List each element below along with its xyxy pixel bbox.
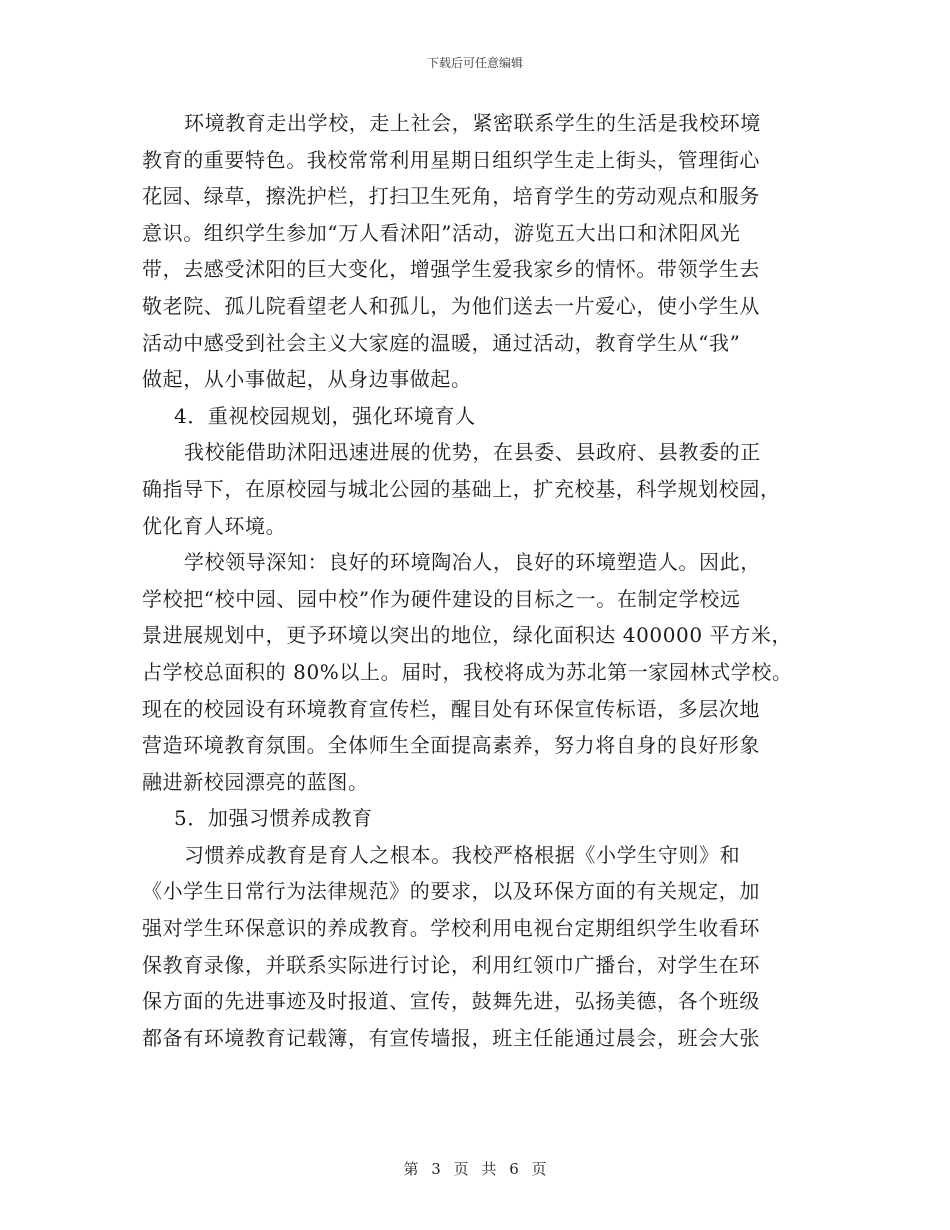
text-line: 现在的校园设有环境教育宣传栏，醒目处有环保宣传标语，多层次地: [142, 696, 760, 721]
text-line: 《小学生日常行为法律规范》的要求，以及环保方面的有关规定，加: [142, 879, 760, 904]
text-line: 确指导下，在原校园与城北公园的基础上，扩充校基，科学规划校园，: [142, 476, 781, 501]
total-page-number: 6: [509, 1160, 519, 1178]
text-line: 保方面的先进事迹及时报道、宣传，鼓舞先进，弘扬美德，各个班级: [142, 989, 760, 1014]
text-line: 优化育人环境。: [142, 513, 287, 538]
document-body: [142, 105, 812, 1056]
text-line: 敬老院、孤儿院看望老人和孤儿，为他们送去一片爱心，使小学生从: [142, 293, 760, 318]
text-line: 活动中感受到社会主义大家庭的温暖，通过活动，教育学生从“我”: [142, 330, 741, 355]
text-line: 学校把“校中园、园中校”作为硬件建设的目标之一。在制定学校远: [142, 586, 741, 611]
paragraph: [142, 434, 812, 544]
paragraph: [142, 105, 812, 398]
paragraph: [142, 837, 812, 1057]
text-line: 意识。组织学生参加“万人看沭阳”活动，游览五大出口和沭阳风光: [142, 220, 741, 245]
text-line: 做起，从小事做起，从身边事做起。: [142, 367, 472, 392]
section-heading: 4．重视校园规划，强化环境育人: [174, 403, 476, 428]
text-line: 教育的重要特色。我校常常利用星期日组织学生走上街头，管理街心: [142, 147, 760, 172]
text-line: 花园、绿草，擦洗护栏，打扫卫生死角，培育学生的劳动观点和服务: [142, 184, 760, 209]
page-header: 下载后可任意编辑: [426, 56, 523, 70]
paragraph: [142, 544, 812, 800]
footer-word-gong: 共: [481, 1160, 497, 1178]
footer-word-ye-2: 页: [531, 1160, 547, 1178]
text-line: 学校领导深知：良好的环境陶冶人，良好的环境塑造人。因此，: [184, 550, 761, 575]
text-line: 环境教育走出学校，走上社会，紧密联系学生的生活是我校环境: [184, 111, 761, 135]
text-line: 我校能借助沭阳迅速进展的优势，在县委、县政府、县教委的正: [184, 440, 761, 465]
text-line: 营造环境教育氛围。全体师生全面提高素养，努力将自身的良好形象: [142, 733, 760, 758]
section-heading: 5．加强习惯养成教育: [174, 806, 373, 831]
text-line: 景进展规划中，更予环境以突出的地位，绿化面积达 400000 平方米，: [142, 623, 793, 648]
footer-word-di: 第: [403, 1160, 419, 1178]
text-line: 强对学生环保意识的养成教育。学校利用电视台定期组织学生收看环: [142, 916, 760, 941]
page-footer: [0, 1158, 950, 1179]
text-line: 融进新校园漂亮的蓝图。: [142, 769, 369, 794]
footer-word-ye: 页: [453, 1160, 469, 1178]
text-line: 占学校总面积的 80%以上。届时，我校将成为苏北第一家园林式学校。: [142, 659, 793, 684]
text-line: 保教育录像，并联系实际进行讨论，利用红领巾广播台，对学生在环: [142, 952, 760, 977]
text-line: 带，去感受沭阳的巨大变化，增强学生爱我家乡的情怀。带领学生去: [142, 257, 760, 282]
text-line: 习惯养成教育是育人之根本。我校严格根据《小学生守则》和: [184, 842, 741, 867]
current-page-number: 3: [431, 1160, 441, 1178]
text-line: 都备有环境教育记载簿，有宣传墙报，班主任能通过晨会，班会大张: [142, 1025, 760, 1050]
